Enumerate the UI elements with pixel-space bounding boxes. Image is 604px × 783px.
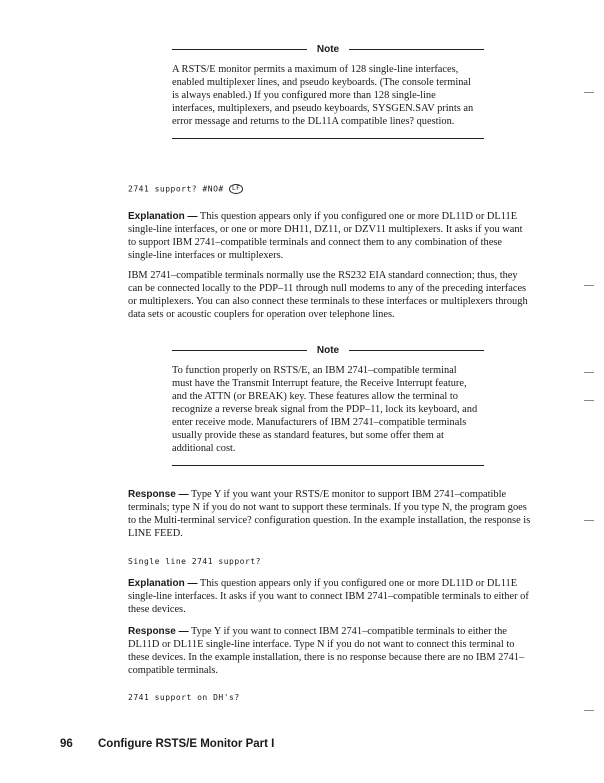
response-paragraph-1 <box>128 489 532 541</box>
note-title: Note <box>316 44 340 55</box>
prompt-text: 2741 support? #NO# <box>128 184 224 194</box>
note-rule-right <box>349 350 484 351</box>
margin-mark <box>584 400 594 401</box>
response-text: Type Y if you want to connect IBM 2741–compatible terminals to either the DL11D or DL11E single-line interface. Type N if you do not want to connect this terminal to these devices. In the example installation, there is no response because there are no IBM 2741–compatible terminals. <box>128 626 525 676</box>
response-label: Response — <box>128 489 189 500</box>
response-text: Type Y if you want your RSTS/E monitor to support IBM 2741–compatible terminals; type N if you do not want to support these terminals. If you type N, the program goes to the Multi-terminal service? configuration question. In the example installation, the response is LINE FEED. <box>128 489 531 539</box>
note-rule-right <box>349 49 484 50</box>
margin-mark <box>584 520 594 521</box>
line-feed-key-icon: LF <box>229 184 243 194</box>
note-title: Note <box>316 345 340 356</box>
margin-mark <box>584 92 594 93</box>
margin-mark <box>584 710 594 711</box>
prompt-single-line-2741: Single line 2741 support? <box>128 557 261 566</box>
explanation-text: This question appears only if you configured one or more DL11D or DL11E single-line interfaces, or one or more DH11, DZ11, or DZV11 multiplexers. It asks if you want to support IBM 2741–compatible terminals and connect them to any combination of these single-line interfaces or multiplexers. <box>128 211 523 261</box>
footer-title: Configure RSTS/E Monitor Part I <box>98 738 275 750</box>
note-bottom-rule-2 <box>172 465 484 466</box>
margin-mark <box>584 372 594 373</box>
response-paragraph-2 <box>128 626 532 678</box>
margin-mark <box>584 285 594 286</box>
note-rule-left <box>172 350 307 351</box>
page-footer <box>60 738 274 750</box>
note-rule-left <box>172 49 307 50</box>
page-number: 96 <box>60 738 73 750</box>
note-body-1: A RSTS/E monitor permits a maximum of 128 single-line interfaces, enabled multiplexer lines, and pseudo keyboards. (The console terminal is always enabled.) If you configured more than 128 single-line interfaces, multiplexers, and pseudo keyboards, SYSGEN.SAV prints an error message and returns to the DL11A compatible lines? question. <box>172 64 474 127</box>
note-bottom-rule-1 <box>172 138 484 139</box>
note-heading-2 <box>172 345 484 356</box>
note-body-2: To function properly on RSTS/E, an IBM 2741–compatible terminal must have the Transmit Interrupt feature, the Receive Interrupt feature, and the ATTN (or BREAK) key. These features allow the terminal to recognize a reverse break signal from the PDP–11, lock its keyboard, and enter receive mode. Manufacturers of IBM 2741–compatible terminals usually provide these as standard features, but some offer them at additional cost. <box>172 365 478 454</box>
response-label: Response — <box>128 626 189 637</box>
prompt-2741-support <box>128 184 243 194</box>
prompt-2741-dh-support: 2741 support on DH's? <box>128 693 240 702</box>
note-heading-1 <box>172 44 484 55</box>
body-paragraph-ibm-2741: IBM 2741–compatible terminals normally use the RS232 EIA standard connection; thus, they can be connected locally to the PDP–11 through null modems to any of the preceding interfaces or multiplexers. You can also connect these terminals to these interfaces or multiplexers through data sets or acoustic couplers for operation over telephone lines. <box>128 270 528 320</box>
explanation-paragraph-1 <box>128 211 532 263</box>
explanation-label: Explanation — <box>128 578 198 589</box>
note-box-2 <box>172 345 484 466</box>
explanation-label: Explanation — <box>128 211 198 222</box>
explanation-text: This question appears only if you configured one or more DL11D or DL11E single-line interfaces. It asks if you want to connect IBM 2741–compatible terminals to either of these devices. <box>128 578 529 615</box>
note-box-1 <box>172 44 484 139</box>
explanation-paragraph-2 <box>128 578 532 617</box>
